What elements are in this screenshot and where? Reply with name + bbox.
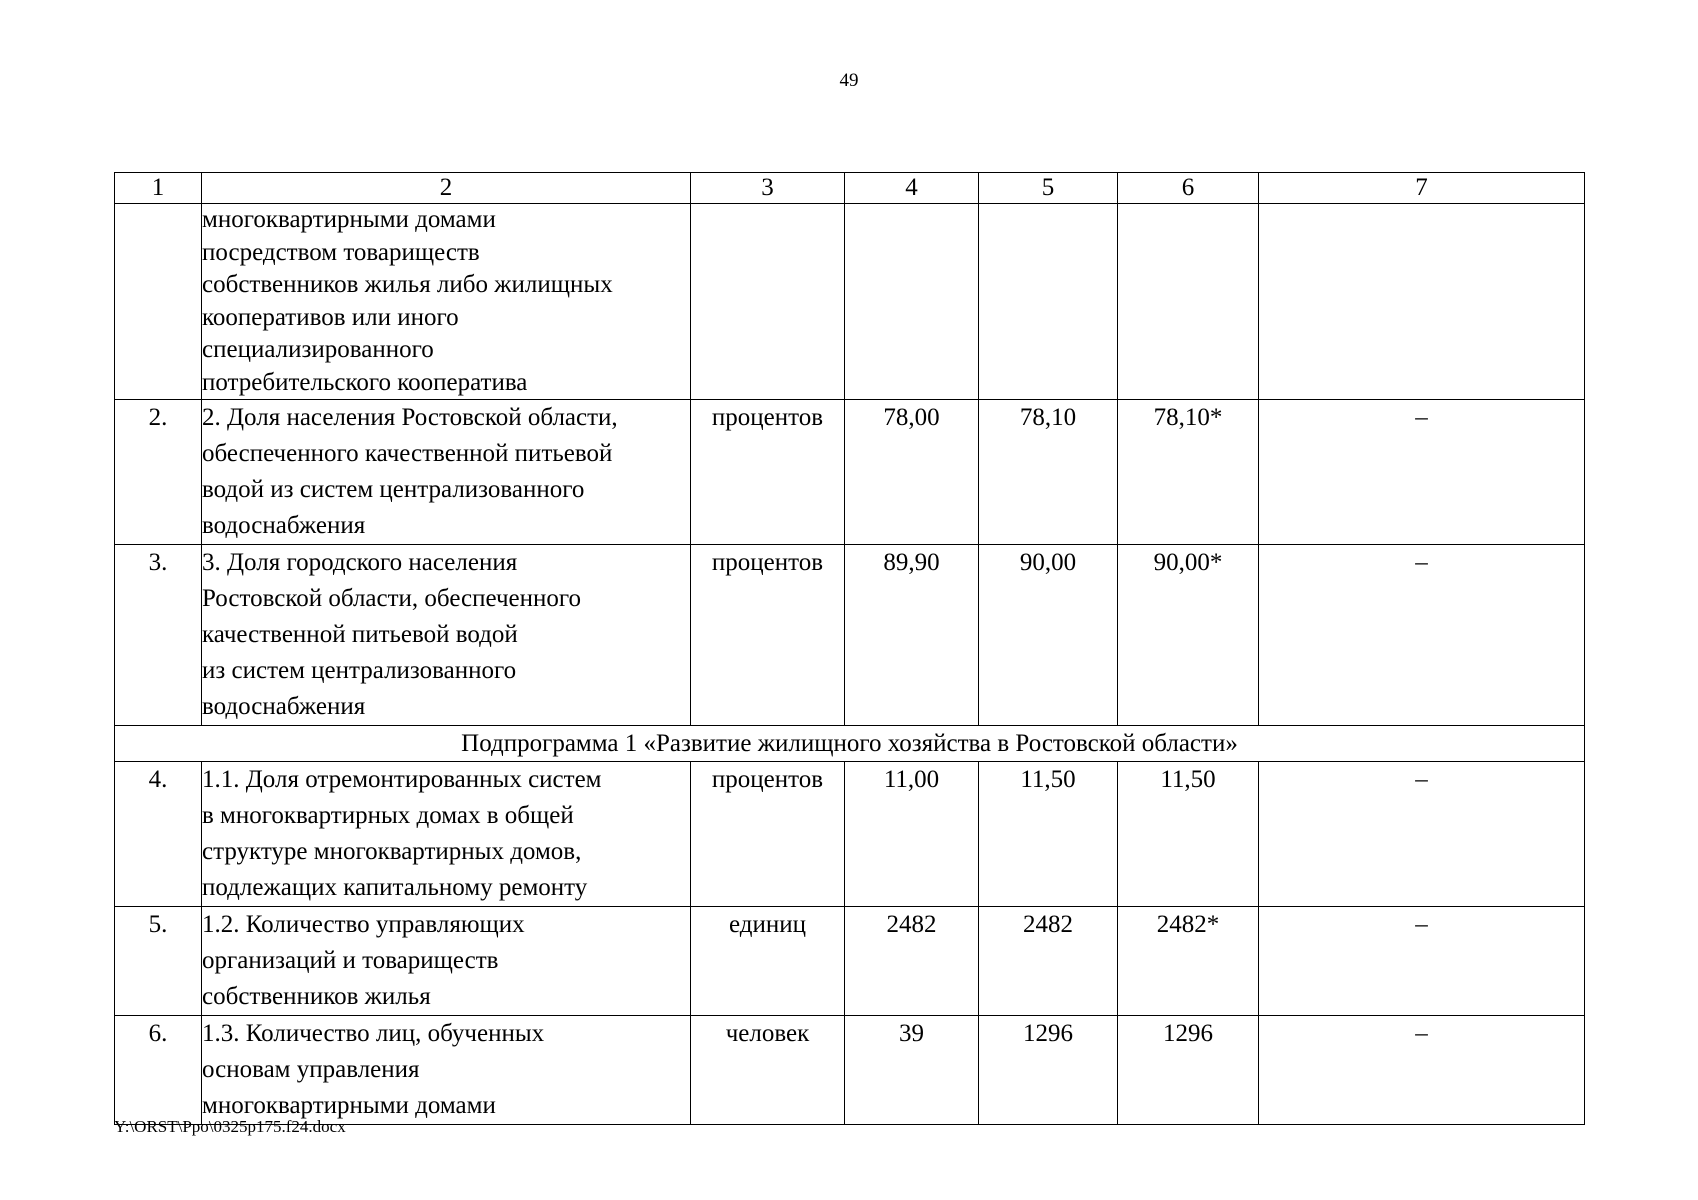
value-cell-6: 2482* [1118,907,1259,1016]
value-cell-6: 78,10* [1118,400,1259,545]
column-number: 6 [1118,173,1259,204]
indicator-line: водоснабжения [202,512,366,539]
row-number-cell [115,204,202,400]
indicator-line: качественной питьевой водой [202,621,518,648]
continuation-row [115,204,1585,400]
column-number: 1 [115,173,202,204]
value-cell-6 [1118,204,1259,400]
indicator-line: собственников жилья [202,983,431,1010]
value-cell-6: 11,50 [1118,762,1259,907]
indicator-line: 1.3. Количество лиц, обученных [202,1020,545,1047]
note-cell: – [1259,545,1585,726]
indicator-line: собственников жилья либо жилищных [202,271,613,298]
indicator-line: водой из систем централизованного [202,476,585,503]
indicator-line: потребительского кооператива [202,368,528,396]
unit-cell: единиц [691,907,845,1016]
section-title: Подпрограмма 1 «Развитие жилищного хозяйства в Ростовской области» [115,726,1585,762]
row-number-cell: 2. [115,400,202,545]
value-cell-4: 2482 [845,907,979,1016]
column-number: 5 [979,173,1118,204]
value-cell-4: 78,00 [845,400,979,545]
table-row [115,545,1585,726]
unit-cell [691,204,845,400]
value-cell-4 [845,204,979,400]
note-cell: – [1259,762,1585,907]
column-number: 7 [1259,173,1585,204]
indicator-line: подлежащих капитальному ремонту [202,874,588,901]
row-number-cell: 6. [115,1016,202,1125]
data-table [114,172,1585,1125]
unit-cell: процентов [691,545,845,726]
indicator-name-cell [202,1016,691,1125]
indicator-line: структуре многоквартирных домов, [202,838,582,865]
indicator-line: 1.1. Доля отремонтированных систем [202,766,602,793]
column-number: 3 [691,173,845,204]
value-cell-4: 39 [845,1016,979,1125]
table-row [115,400,1585,545]
indicator-line: специализированного [202,336,434,363]
note-cell: – [1259,1016,1585,1125]
indicator-line: 3. Доля городского населения [202,549,518,576]
value-cell-6: 90,00* [1118,545,1259,726]
section-row [115,726,1585,762]
indicator-name-cell [202,907,691,1016]
value-cell-6: 1296 [1118,1016,1259,1125]
table-row [115,1016,1585,1125]
indicator-line: основам управления [202,1056,420,1083]
indicator-line: многоквартирными домами [202,206,496,233]
indicator-line: из систем централизованного [202,657,517,684]
indicator-line: 1.2. Количество управляющих [202,911,525,938]
indicator-line: обеспеченного качественной питьевой [202,440,613,467]
row-number-cell: 3. [115,545,202,726]
indicator-line: Ростовской области, обеспеченного [202,585,582,612]
column-number: 4 [845,173,979,204]
indicator-line: организаций и товариществ [202,947,499,974]
table-row [115,762,1585,907]
table-row [115,907,1585,1016]
unit-cell: процентов [691,762,845,907]
value-cell-4: 11,00 [845,762,979,907]
value-cell-5: 90,00 [979,545,1118,726]
value-cell-5 [979,204,1118,400]
column-number: 2 [202,173,691,204]
indicator-line: кооперативов или иного [202,303,459,331]
indicator-name-cell [202,400,691,545]
note-cell [1259,204,1585,400]
indicator-line: посредством товариществ [202,238,480,266]
indicator-name-cell [202,762,691,907]
note-cell: – [1259,907,1585,1016]
value-cell-5: 2482 [979,907,1118,1016]
value-cell-5: 1296 [979,1016,1118,1125]
column-number-row [115,173,1585,204]
indicator-name-cell [202,204,691,400]
unit-cell: человек [691,1016,845,1125]
unit-cell: процентов [691,400,845,545]
value-cell-5: 78,10 [979,400,1118,545]
file-path-footer: Y:\ORST\Ppo\0325p175.f24.docx [114,1117,346,1136]
indicator-line: в многоквартирных домах в общей [202,802,574,829]
value-cell-5: 11,50 [979,762,1118,907]
row-number-cell: 4. [115,762,202,907]
note-cell: – [1259,400,1585,545]
value-cell-4: 89,90 [845,545,979,726]
indicator-name-cell [202,545,691,726]
indicator-line: 2. Доля населения Ростовской области, [202,404,618,431]
row-number-cell: 5. [115,907,202,1016]
indicator-line: многоквартирными домами [202,1092,496,1119]
page-number: 49 [839,70,859,91]
indicator-line: водоснабжения [202,693,366,720]
